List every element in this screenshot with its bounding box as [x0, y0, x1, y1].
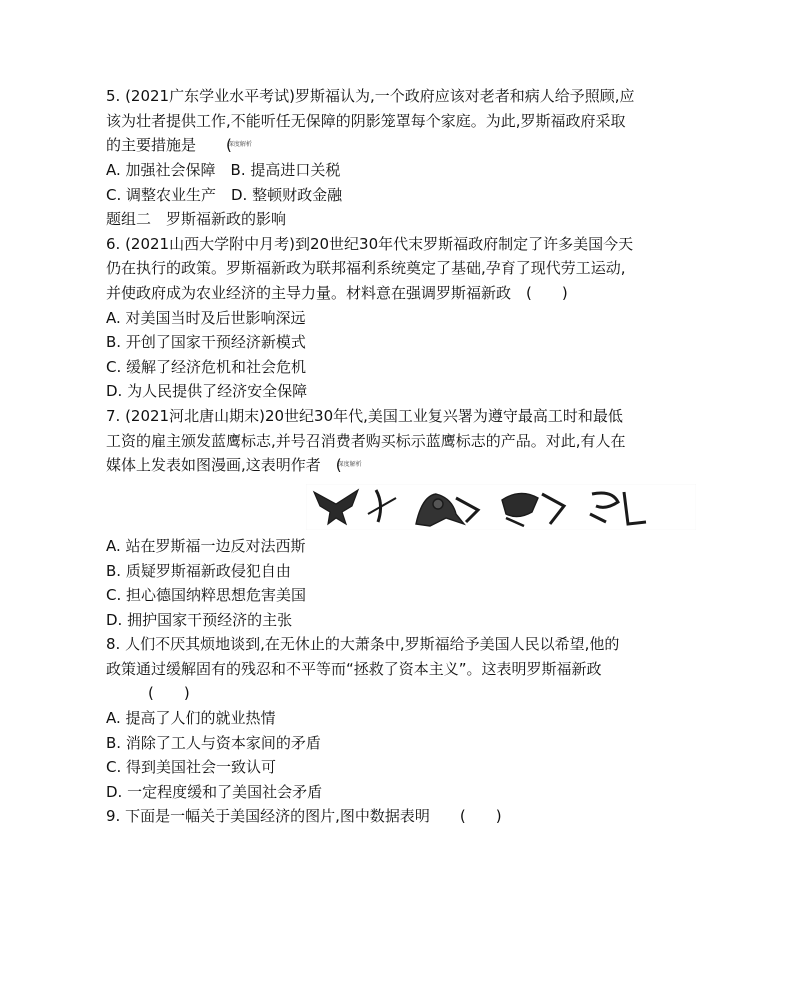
q5-analysis-tag: 深度解析: [227, 141, 252, 149]
q7-option-a: A. 站在罗斯福一边反对法西斯: [106, 536, 306, 555]
group-2-heading: 题组二 罗斯福新政的影响: [106, 210, 287, 229]
q8-option-a: A. 提高了人们的就业热情: [106, 709, 276, 728]
document-page: [106, 84, 706, 829]
question-7: [106, 404, 706, 632]
q7-analysis-tag: 深度解析: [337, 461, 362, 469]
q6-line-2: 仍在执行的政策。罗斯福新政为联邦福利系统奠定了基础,孕育了现代劳工运动,: [106, 259, 626, 278]
q7-line-2: 工资的雇主颁发蓝鹰标志,并号召消费者购买标示蓝鹰标志的产品。对此,有人在: [106, 431, 626, 450]
q6-line-1: 6. (2021山西大学附中月考)到20世纪30年代末罗斯福政府制定了许多美国今天: [106, 234, 634, 253]
question-8: [106, 632, 706, 804]
q5-options-cd: C. 调整农业生产 D. 整顿财政金融: [106, 185, 343, 204]
question-5: [106, 84, 706, 207]
q8-line-3: ( ): [148, 684, 190, 703]
q6-option-b: B. 开创了国家干预经济新模式: [106, 333, 306, 352]
question-9: [106, 804, 706, 829]
q7-line-1: 7. (2021河北唐山期末)20世纪30年代,美国工业复兴署为遵守最高工时和最低: [106, 406, 623, 425]
q8-line-2: 政策通过缓解固有的残忍和不平等而“拯救了资本主义”。这表明罗斯福新政: [106, 659, 602, 678]
blue-eagle-cartoon-image: [306, 484, 696, 530]
q5-line-1: 5. (2021广东学业水平考试)罗斯福认为,一个政府应该对老者和病人给予照顾,应: [106, 87, 635, 105]
q5-options-ab: A. 加强社会保障 B. 提高进口关税: [106, 160, 341, 179]
question-6: [106, 232, 706, 404]
q7-line-3-text: 媒体上发表如图漫画,这表明作者 (: [106, 456, 342, 475]
q5-line-3: [106, 133, 706, 158]
q6-line-3: 并使政府成为农业经济的主导力量。材料意在强调罗斯福新政 ( ): [106, 283, 568, 302]
q8-line-1: 8. 人们不厌其烦地谈到,在无休止的大萧条中,罗斯福给予美国人民以希望,他的: [106, 635, 620, 654]
q9-line-1: 9. 下面是一幅关于美国经济的图片,图中数据表明 ( ): [106, 807, 502, 826]
q8-option-c: C. 得到美国社会一致认可: [106, 758, 277, 777]
q7-option-b: B. 质疑罗斯福新政侵犯自由: [106, 561, 291, 580]
cartoon-drawing: [306, 484, 696, 530]
q7-option-d: D. 拥护国家干预经济的主张: [106, 610, 293, 629]
q7-option-c: C. 担心德国纳粹思想危害美国: [106, 586, 307, 605]
q5-line-3-text: 的主要措施是 (: [106, 136, 232, 155]
q6-option-c: C. 缓解了经济危机和社会危机: [106, 357, 307, 376]
q5-line-2: 该为壮者提供工作,不能听任无保障的阴影笼罩每个家庭。为此,罗斯福政府采取: [106, 111, 626, 130]
q8-option-d: D. 一定程度缓和了美国社会矛盾: [106, 782, 323, 801]
q6-option-d: D. 为人民提供了经济安全保障: [106, 382, 308, 401]
q6-option-a: A. 对美国当时及后世影响深远: [106, 308, 306, 327]
q8-option-b: B. 消除了工人与资本家间的矛盾: [106, 733, 321, 752]
q7-line-3: [106, 453, 706, 478]
